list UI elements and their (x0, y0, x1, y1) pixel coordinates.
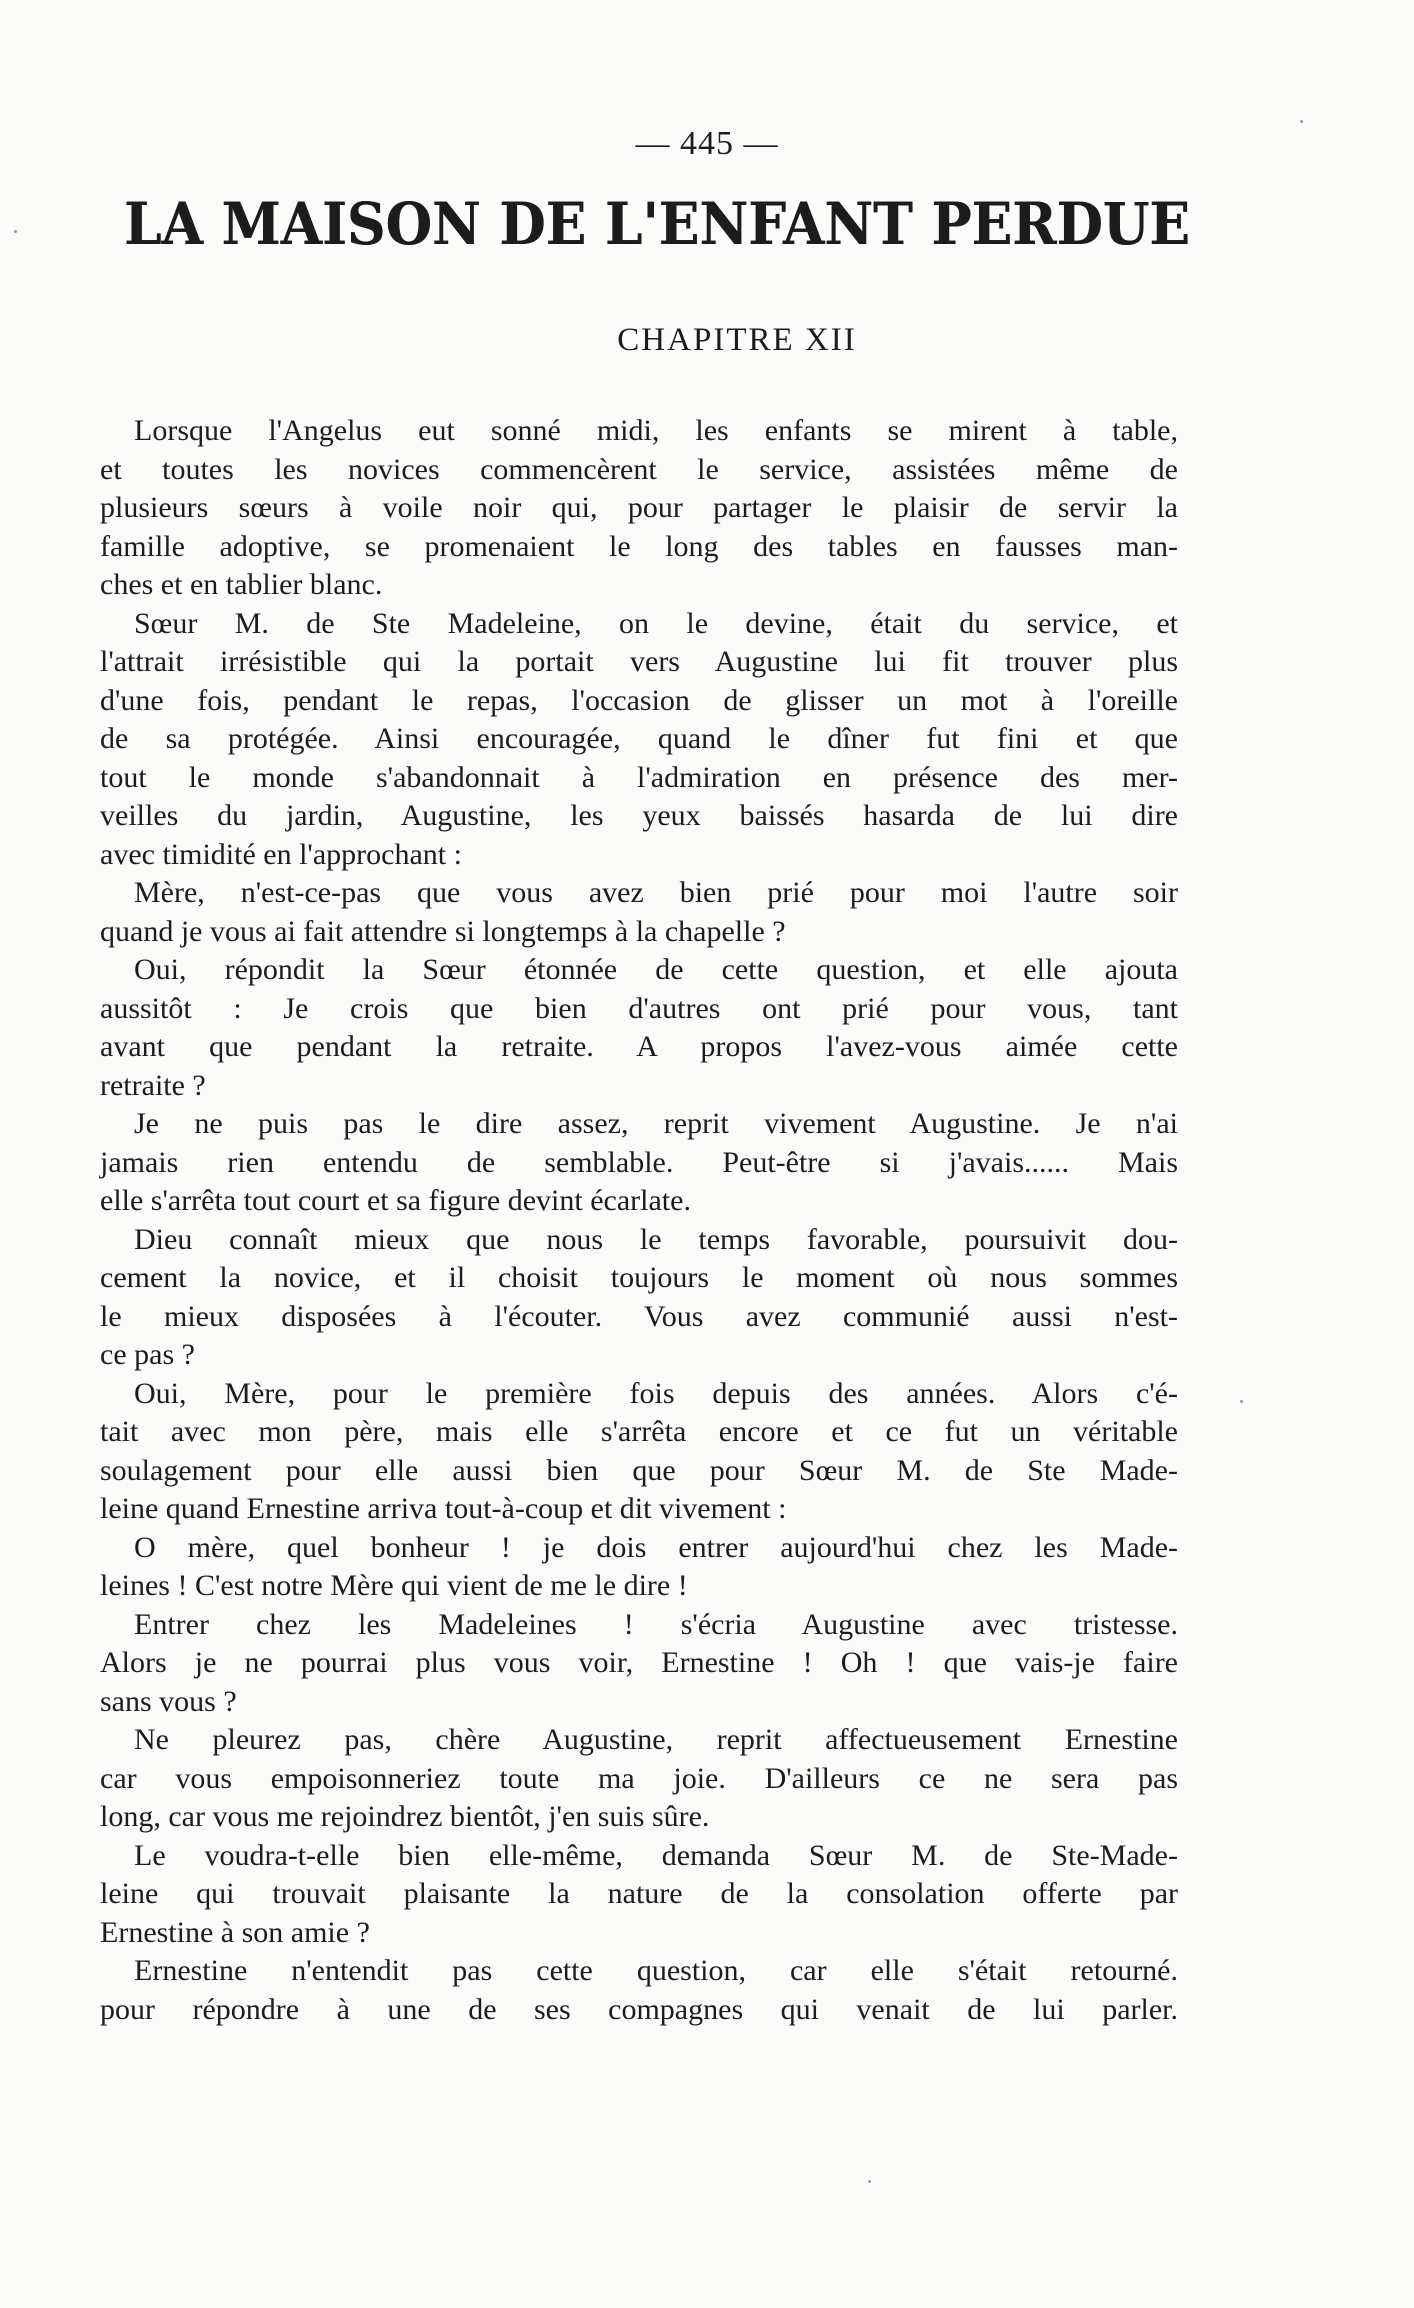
text-line: de sa protégée. Ainsi encouragée, quand le dîner fut fini et que (100, 722, 1178, 755)
text-line: Ernestine n'entendit pas cette question, car elle s'était retourné. (134, 1954, 1178, 1987)
text-line: veilles du jardin, Augustine, les yeux baissés hasarda de lui dire (100, 799, 1178, 832)
chapter-book-title: LA MAISON DE L'ENFANT PERDUE (124, 190, 1190, 258)
text-line: Le voudra-t-elle bien elle-même, demanda Sœur M. de Ste-Made- (134, 1838, 1178, 1872)
body-text (100, 412, 1178, 2029)
text-line: Ne pleurez pas, chère Augustine, reprit affectueusement Ernestine (134, 1723, 1178, 1756)
scan-speck (1300, 120, 1303, 123)
text-line: Oui, répondit la Sœur étonnée de cette question, et elle ajouta (134, 953, 1178, 986)
text-line: leine qui trouvait plaisante la nature de la consolation offerte par (100, 1877, 1178, 1910)
text-line: Oui, Mère, pour le première fois depuis des années. Alors c'é- (134, 1376, 1178, 1410)
scan-speck (1240, 1400, 1243, 1403)
text-line: O mère, quel bonheur ! je dois entrer aujourd'hui chez les Made- (134, 1530, 1178, 1564)
text-line: plusieurs sœurs à voile noir qui, pour partager le plaisir de servir la (100, 491, 1178, 524)
text-line: Je ne puis pas le dire assez, reprit vivement Augustine. Je n'ai (134, 1107, 1178, 1140)
text-line: Dieu connaît mieux que nous le temps favorable, poursuivit dou- (134, 1222, 1178, 1256)
text-line: Mère, n'est-ce-pas que vous avez bien prié pour moi l'autre soir (134, 876, 1178, 909)
text-line: jamais rien entendu de semblable. Peut-être si j'avais...... Mais (100, 1145, 1178, 1179)
text-line: tait avec mon père, mais elle s'arrêta encore et ce fut un véritable (100, 1415, 1178, 1448)
text-line: famille adoptive, se promenaient le long des tables en fausses man- (100, 529, 1178, 563)
text-line: Ernestine à son amie ? (100, 1915, 370, 1949)
page-number: — 445 — (635, 125, 779, 162)
text-line: Alors je ne pourrai plus vous voir, Ernestine ! Oh ! que vais-je faire (100, 1646, 1178, 1679)
text-line: ce pas ? (100, 1338, 195, 1371)
text-line: aussitôt : Je crois que bien d'autres ont prié pour vous, tant (100, 991, 1178, 1025)
text-line: d'une fois, pendant le repas, l'occasion de glisser un mot à l'oreille (100, 683, 1178, 717)
chapter-heading: CHAPITRE XII (617, 322, 857, 358)
text-line: car vous empoisonneriez toute ma joie. D'ailleurs ce ne sera pas (100, 1761, 1178, 1795)
scan-speck (868, 2180, 871, 2183)
text-line: cement la novice, et il choisit toujours le moment où nous sommes (100, 1261, 1178, 1294)
text-line: leines ! C'est notre Mère qui vient de me le dire ! (100, 1569, 688, 1602)
text-line: le mieux disposées à l'écouter. Vous avez communié aussi n'est- (100, 1299, 1178, 1333)
text-line: soulagement pour elle aussi bien que pour Sœur M. de Ste Made- (100, 1453, 1178, 1487)
text-line: Lorsque l'Angelus eut sonné midi, les enfants se mirent à table, (134, 414, 1178, 447)
text-line: elle s'arrêta tout court et sa figure devint écarlate. (100, 1184, 691, 1217)
text-line: quand je vous ai fait attendre si longtemps à la chapelle ? (100, 914, 786, 948)
text-line: et toutes les novices commencèrent le service, assistées même de (100, 452, 1178, 486)
text-line: sans vous ? (100, 1684, 237, 1718)
text-line: leine quand Ernestine arriva tout-à-coup et dit vivement : (100, 1492, 787, 1525)
text-line: avec timidité en l'approchant : (100, 837, 462, 871)
text-line: avant que pendant la retraite. A propos l'avez-vous aimée cette (100, 1030, 1178, 1063)
text-line: tout le monde s'abandonnait à l'admiration en présence des mer- (100, 760, 1178, 794)
text-line: retraite ? (100, 1068, 206, 1102)
text-line: ches et en tablier blanc. (100, 568, 383, 601)
text-line: Entrer chez les Madeleines ! s'écria Augustine avec tristesse. (134, 1607, 1178, 1641)
scan-speck (14, 230, 17, 233)
text-line: pour répondre à une de ses compagnes qui venait de lui parler. (100, 1992, 1178, 2026)
text-line: long, car vous me rejoindrez bientôt, j'en suis sûre. (100, 1800, 710, 1833)
text-line: Sœur M. de Ste Madeleine, on le devine, était du service, et (134, 606, 1178, 640)
text-line: l'attrait irrésistible qui la portait vers Augustine lui fit trouver plus (100, 645, 1178, 678)
